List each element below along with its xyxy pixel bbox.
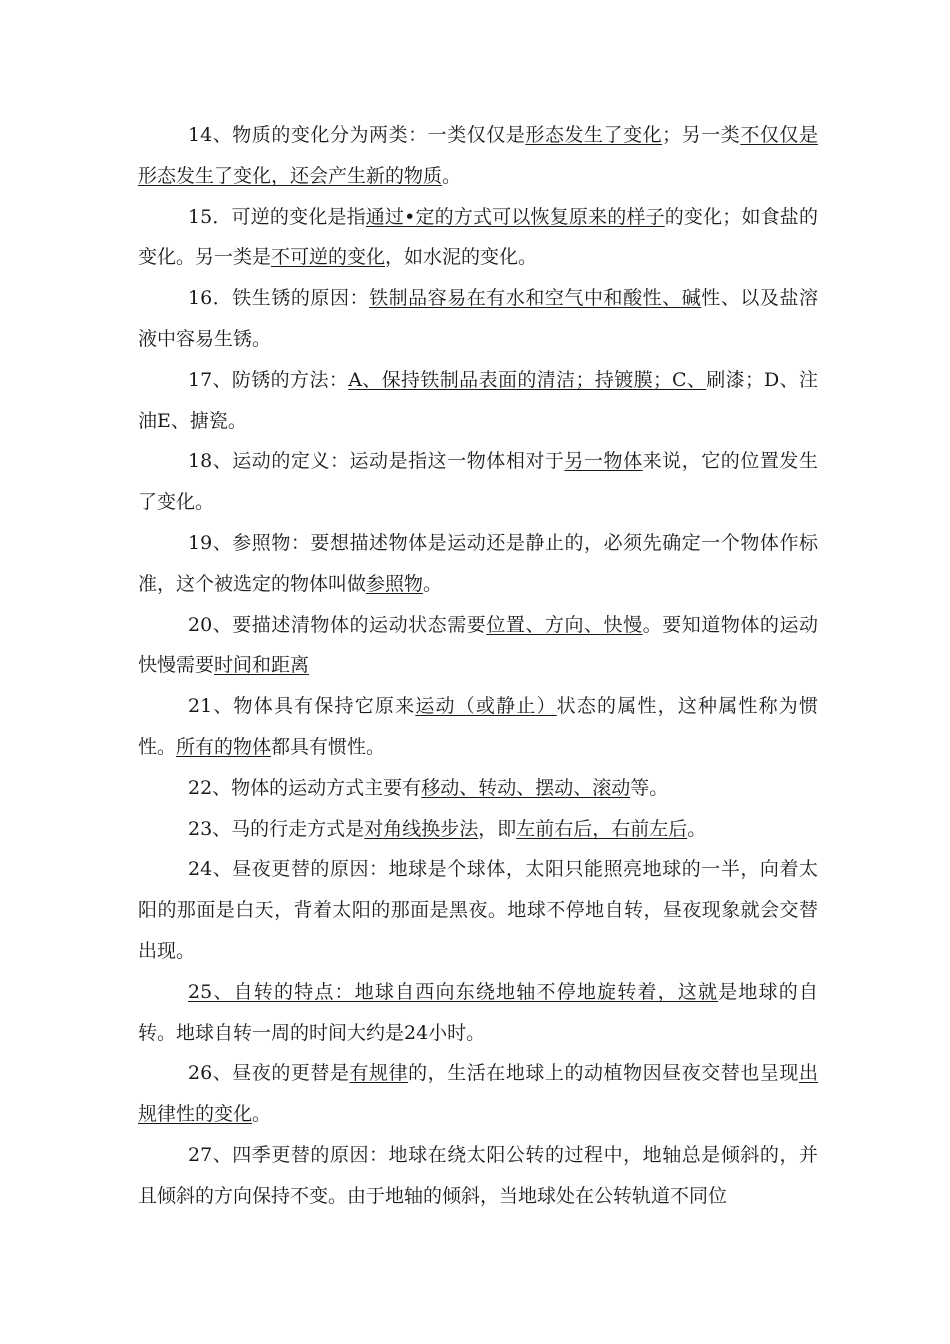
underlined-answer: 所有的物体 xyxy=(176,735,272,758)
paragraph-text: 23、马的行走方式是 xyxy=(188,817,365,840)
paragraph-19 xyxy=(138,523,818,605)
paragraph-text: 的变化；如食盐的变化。另一类是 xyxy=(138,205,818,269)
paragraph-text: 19、参照物：要想描述物体是运动还是静止的，必须先确定一个物体作标准，这个被选定的物体叫做 xyxy=(138,531,818,595)
paragraph-text: ，如水泥的变化。 xyxy=(385,246,538,269)
paragraph-14 xyxy=(138,115,818,197)
paragraph-text: 来说，它的位置发生了变化。 xyxy=(138,450,818,514)
paragraph-17 xyxy=(138,360,818,442)
underlined-answer: 运动（或静止） xyxy=(415,695,557,718)
underlined-answer: 位置、方向、快慢 xyxy=(486,613,643,636)
underlined-answer: 25、自转的特点：地球自西向东绕地轴不停地旋转着，这就 xyxy=(188,980,719,1003)
document-body xyxy=(138,115,818,1217)
paragraph-text: 22、物体的运动方式主要有 xyxy=(188,776,422,799)
underlined-answer: 铁制品容易在有水和空气中和酸性、碱 xyxy=(369,287,702,310)
paragraph-25 xyxy=(138,972,818,1054)
paragraph-text: 20、要描述清物体的运动状态需要 xyxy=(188,613,487,636)
paragraph-text: 24、昼夜更替的原因：地球是个球体，太阳只能照亮地球的一半，向着太阳的那面是白天，背着太阳的那面是黑夜。地球不停地自转，昼夜现象就会交替出现。 xyxy=(138,858,818,962)
paragraph-27 xyxy=(138,1135,818,1217)
paragraph-text: ；另一类 xyxy=(662,124,741,146)
underlined-answer: 有规律 xyxy=(349,1062,409,1085)
underlined-answer: 左前右后，右前左后 xyxy=(516,817,688,840)
paragraph-text: 。 xyxy=(423,572,443,595)
underlined-answer: 形态发生了变化 xyxy=(525,124,663,146)
paragraph-text: 是地球的自转。地球自转一周的时间大约是24小时。 xyxy=(138,980,818,1044)
paragraph-15 xyxy=(138,197,818,279)
underlined-answer: 不可逆的变化 xyxy=(271,246,386,269)
paragraph-text: 。 xyxy=(252,1103,272,1126)
paragraph-text: 16．铁生锈的原因： xyxy=(188,287,370,310)
paragraph-16 xyxy=(138,278,818,360)
paragraph-text: 17、防锈的方法： xyxy=(188,368,349,391)
paragraph-text: 26、昼夜的更替是 xyxy=(188,1062,350,1085)
paragraph-text: 。 xyxy=(442,164,462,187)
paragraph-text: 性、以及盐溶液中容易生锈。 xyxy=(138,287,818,350)
paragraph-text: 14、物质的变化分为两类：一类仅仅是 xyxy=(188,124,526,146)
paragraph-22 xyxy=(138,768,818,809)
paragraph-text: 。要知道物体的运动快慢需要 xyxy=(138,613,818,677)
underlined-answer: 时间和距离 xyxy=(214,654,310,677)
underlined-answer: 出规律性的变化 xyxy=(138,1062,818,1126)
paragraph-18 xyxy=(138,441,818,523)
paragraph-text: 15．可逆的变化是指 xyxy=(188,205,366,228)
underlined-answer: 另一物体 xyxy=(564,450,643,473)
paragraph-text: 的，生活在地球上的动植物因昼夜交替也呈现 xyxy=(408,1062,799,1085)
underlined-answer: A、保持铁制品表面的清洁；持镀膜；C、 xyxy=(348,368,707,391)
paragraph-text: 状态的属性，这种属性称为惯性。 xyxy=(138,695,818,758)
paragraph-text: 都具有惯性。 xyxy=(271,735,386,758)
paragraph-23 xyxy=(138,809,818,850)
underlined-answer: 参照物 xyxy=(366,572,424,595)
paragraph-text: 18、运动的定义：运动是指这一物体相对于 xyxy=(188,450,565,473)
paragraph-26 xyxy=(138,1053,818,1135)
paragraph-text: 21、物体具有保持它原来 xyxy=(188,695,416,718)
paragraph-24 xyxy=(138,849,818,971)
paragraph-text: 27、四季更替的原因：地球在绕太阳公转的过程中，地轴总是倾斜的，并且倾斜的方向保持不变。由于地轴的倾斜，当地球处在公转轨道不同位 xyxy=(138,1143,818,1207)
underlined-answer: 通过•定的方式可以恢复原来的样子 xyxy=(365,205,665,228)
underlined-answer: 移动、转动、摆动、滚动 xyxy=(421,776,631,799)
paragraph-text: ，即 xyxy=(478,817,517,840)
paragraph-text: 刷漆；D、注油E、搪瓷。 xyxy=(138,368,819,432)
paragraph-21 xyxy=(138,686,818,768)
underlined-answer: 不仅仅是形态发生了变化，还会产生新的物质 xyxy=(138,124,818,187)
underlined-answer: 对角线换步法 xyxy=(364,817,479,840)
paragraph-text: 。 xyxy=(687,817,707,840)
paragraph-20 xyxy=(138,605,818,687)
paragraph-text: 等。 xyxy=(630,776,669,799)
